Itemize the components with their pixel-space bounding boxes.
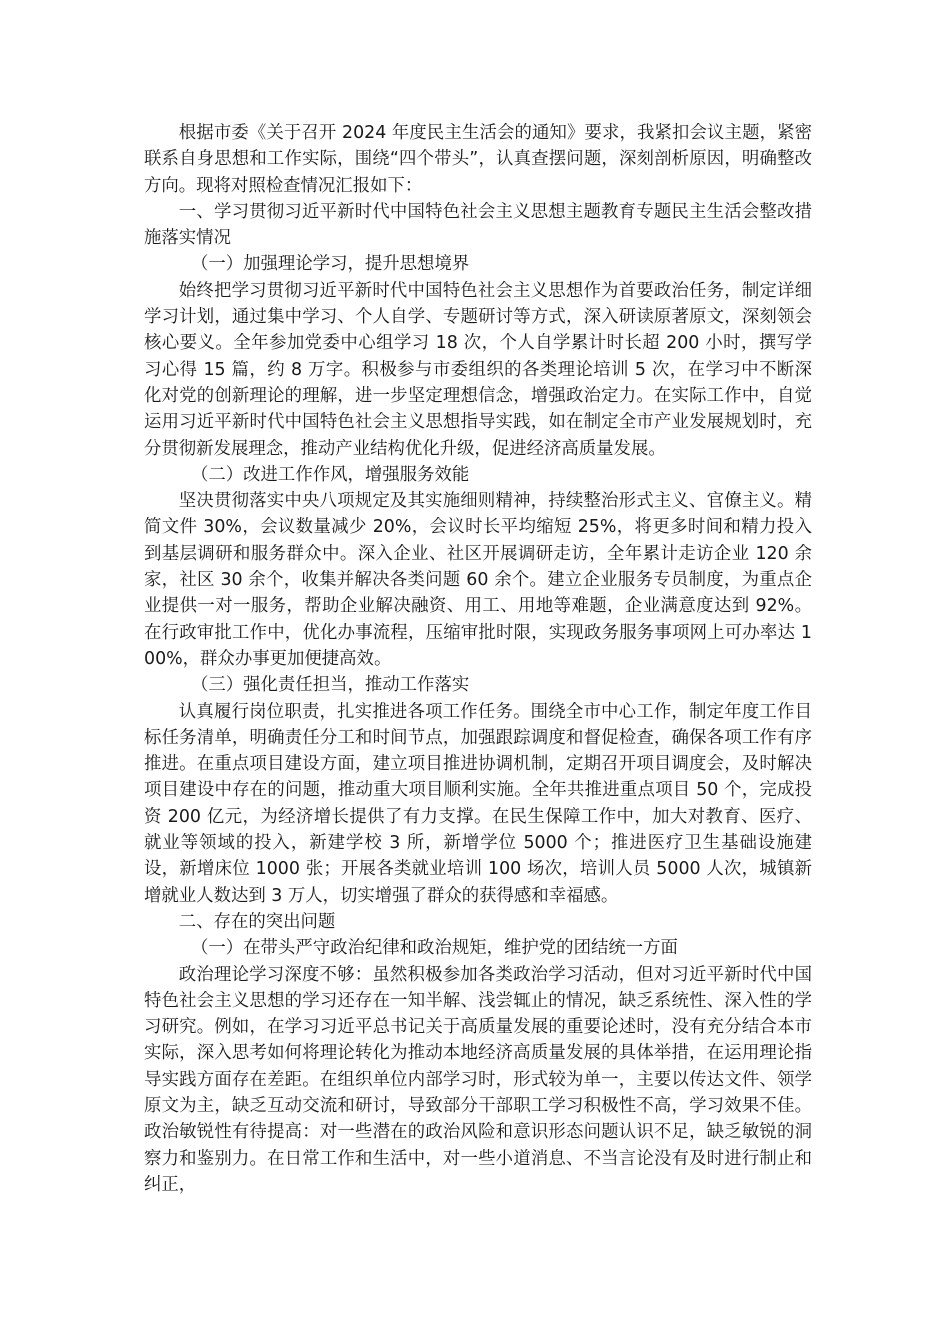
body-paragraph: 认真履行岗位职责，扎实推进各项工作任务。围绕全市中心工作，制定年度工作目标任务清单，明确责任分工和时间节点，加强跟踪调度和督促检查，确保各项工作有序推进。在重点项目建设方面，建立项目推进协调机制，定期召开项目调度会，及时解决项目建设中存在的问题，推动重大项目顺利实施。全年共推进重点项目 50 个，完成投资 200 亿元，为经济增长提供了有力支撑。在民生保障工作中，加大对教育、医疗、就业等领域的投入，新建学校 3 所，新增学位 5000 个；推进医疗卫生基础设施建设，新增床位 1000 张；开展各类就业培训 100 场次，培训人员 5000 人次，城镇新增就业人数达到 3 万人，切实增强了群众的获得感和幸福感。 xyxy=(144,701,812,906)
subheading-2-1: （一）在带头严守政治纪律和政治规矩，维护党的团结统一方面 xyxy=(190,938,678,959)
section-heading-1: 一、学习贯彻习近平新时代中国特色社会主义思想主题教育专题民主生活会整改措施落实情况 xyxy=(144,201,812,249)
body-paragraph: 坚决贯彻落实中央八项规定及其实施细则精神，持续整治形式主义、官僚主义。精简文件 30%，会议数量减少 20%，会议时长平均缩短 25%，将更多时间和精力投入到基层调研和服务群众中。深入企业、社区开展调研走访，全年累计走访企业 120 余家，社区 30 余个，收集并解决各类问题 60 余个。建立企业服务专员制度，为重点企业提供一对一服务，帮助企业解决融资、用工、用地等难题，企业满意度达到 92%。在行政审批工作中，优化办事流程，压缩审批时限，实现政务服务事项网上可办率达 100%，群众办事更加便捷高效。 xyxy=(144,491,812,669)
section-heading-2: 二、存在的突出问题 xyxy=(178,911,336,932)
subheading-1-1: （一）加强理论学习，提升思想境界 xyxy=(190,254,470,275)
subheading-1-3: （三）强化责任担当，推动工作落实 xyxy=(190,675,470,696)
subheading-1-2: （二）改进工作作风，增强服务效能 xyxy=(190,464,470,485)
body-paragraph: 始终把学习贯彻习近平新时代中国特色社会主义思想作为首要政治任务，制定详细学习计划，通过集中学习、个人自学、专题研讨等方式，深入研读原著原文，深刻领会核心要义。全年参加党委中心组学习 18 次，个人自学累计时长超 200 小时，撰写学习心得 15 篇，约 8 万字。积极参与市委组织的各类理论培训 5 次，在学习中不断深化对党的创新理论的理解，进一步坚定理想信念，增强政治定力。在实际工作中，自觉运用习近平新时代中国特色社会主义思想指导实践，如在制定全市产业发展规划时，充分贯彻新发展理念，推动产业结构优化升级，促进经济高质量发展。 xyxy=(144,280,812,459)
intro-paragraph: 根据市委《关于召开 2024 年度民主生活会的通知》要求，我紧扣会议主题，紧密联系自身思想和工作实际，围绕“四个带头”，认真查摆问题，深刻剖析原因，明确整改方向。现将对照检查情况汇报如下： xyxy=(144,123,812,196)
document-body xyxy=(144,120,812,1198)
body-paragraph: 政治理论学习深度不够：虽然积极参加各类政治学习活动，但对习近平新时代中国特色社会主义思想的学习还存在一知半解、浅尝辄止的情况，缺乏系统性、深入性的学习研究。例如，在学习习近平总书记关于高质量发展的重要论述时，没有充分结合本市实际，深入思考如何将理论转化为推动本地经济高质量发展的具体举措，在运用理论指导实践方面存在差距。在组织单位内部学习时，形式较为单一，主要以传达文件、领学原文为主，缺乏互动交流和研讨，导致部分干部职工学习积极性不高，学习效果不佳。政治敏锐性有待提高：对一些潜在的政治风险和意识形态问题认识不足，缺乏敏锐的洞察力和鉴别力。在日常工作和生活中，对一些小道消息、不当言论没有及时进行制止和纠正， xyxy=(144,964,812,1195)
